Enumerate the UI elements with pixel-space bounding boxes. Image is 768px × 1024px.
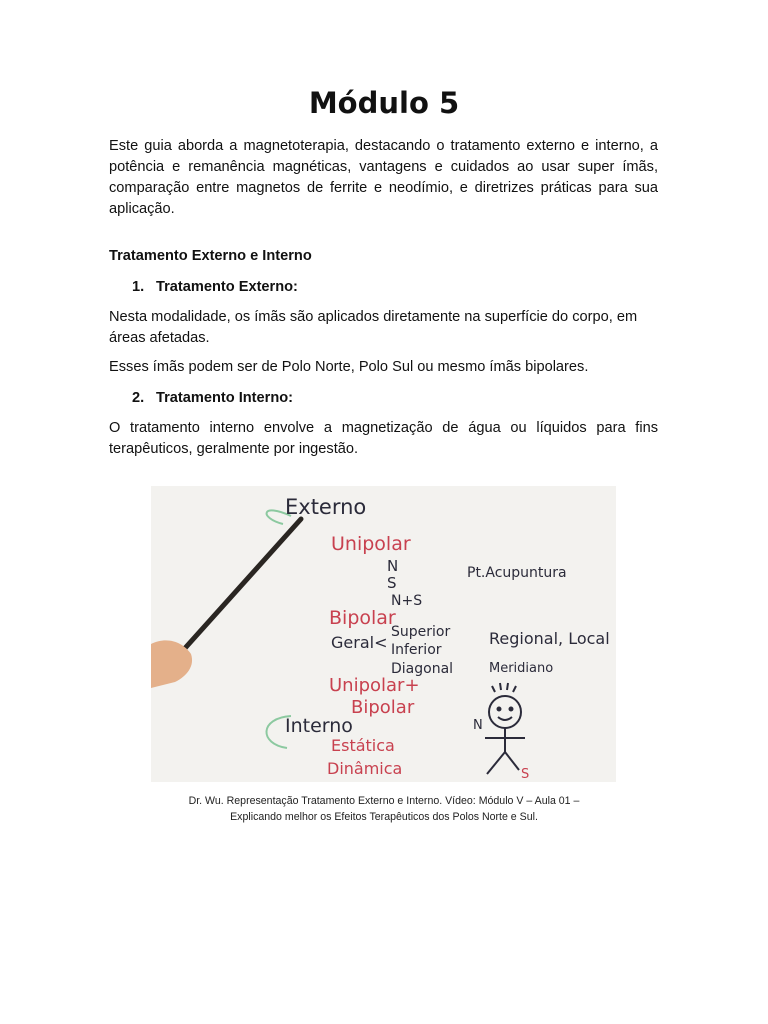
list-item-title [132, 388, 293, 409]
wb-diagonal: Diagonal [391, 661, 454, 677]
wb-estatica: Estática [331, 736, 395, 755]
wb-ns: N+S [391, 593, 423, 609]
caption-line: Dr. Wu. Representação Tratamento Externo e Interno. Vídeo: Módulo V – Aula 01 – [188, 795, 580, 807]
list-item-heading: Tratamento Externo: [156, 279, 298, 295]
wb-pt-acupuntura: Pt.Acupuntura [467, 565, 567, 581]
wb-externo: Externo [285, 495, 367, 519]
wb-interno: Interno [285, 715, 353, 737]
wb-bipolar-2: Bipolar [351, 697, 415, 718]
list-item-number: 1. [132, 279, 145, 295]
section-heading: Tratamento Externo e Interno [109, 248, 312, 264]
body-paragraph: O tratamento interno envolve a magnetização de água ou líquidos para fins terapêuticos, geralmente por ingestão. [109, 420, 658, 457]
intro-paragraph: Este guia aborda a magnetoterapia, destacando o tratamento externo e interno, a potência e remanência magnéticas, vantagens e cuidados ao usar super ímãs, comparação entre magnetos de ferrite e neodímio, e diretrizes práticas para sua aplicação. [109, 138, 658, 217]
page-title: Módulo 5 [308, 86, 460, 120]
body-paragraph: Esses ímãs podem ser de Polo Norte, Polo Sul ou mesmo ímãs bipolares. [109, 359, 589, 375]
wb-bipolar: Bipolar [329, 607, 396, 629]
figure-caption [140, 793, 628, 825]
wb-meridiano: Meridiano [489, 661, 554, 676]
list-item-title [132, 277, 298, 298]
wb-unipolar-plus: Unipolar+ [329, 675, 420, 696]
body-paragraph: Nesta modalidade, os ímãs são aplicados diretamente na superfície do corpo, em áreas afetadas. [109, 309, 638, 346]
wb-inferior: Inferior [391, 642, 442, 658]
caption-line: Explicando melhor os Efeitos Terapêuticos dos Polos Norte e Sul. [230, 811, 538, 823]
wb-s: S [387, 574, 397, 592]
wb-unipolar: Unipolar [331, 533, 411, 555]
wb-figure-s: S [521, 767, 530, 782]
wb-dinamica: Dinâmica [327, 759, 403, 778]
list-item-heading: Tratamento Interno: [156, 390, 294, 406]
whiteboard-photo [151, 486, 616, 782]
wb-geral: Geral< [331, 633, 388, 652]
wb-figure-n: N [473, 718, 483, 733]
list-item-number: 2. [132, 390, 145, 406]
wb-regional-local: Regional, Local [489, 629, 610, 648]
wb-superior: Superior [391, 624, 451, 640]
wb-n: N [387, 557, 399, 575]
